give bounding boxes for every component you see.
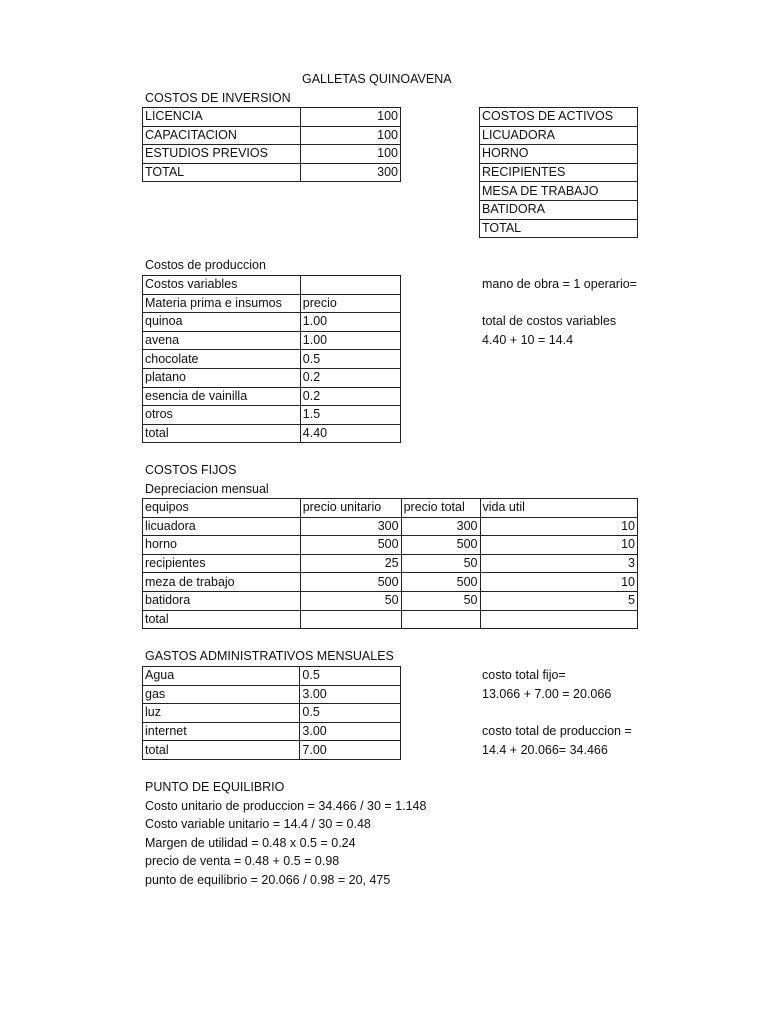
equilibrio-line: Costo variable unitario = 14.4 / 30 = 0.48 bbox=[145, 817, 371, 831]
table-row: ESTUDIOS PREVIOS 100 bbox=[143, 145, 401, 164]
table-row: LICENCIA 100 bbox=[143, 108, 401, 127]
costo-fijo-label: costo total fijo= bbox=[482, 668, 566, 682]
table-row: LICUADORA bbox=[480, 126, 638, 145]
produccion-table bbox=[142, 275, 401, 443]
inversion-heading: COSTOS DE INVERSION bbox=[145, 91, 291, 105]
table-row: batidora 50 50 5 bbox=[143, 591, 638, 610]
table-row: otros 1.5 bbox=[143, 406, 401, 425]
table-row: CAPACITACION 100 bbox=[143, 126, 401, 145]
table-row: COSTOS DE ACTIVOS bbox=[480, 108, 638, 127]
total-variables-label: total de costos variables bbox=[482, 314, 617, 328]
table-row: BATIDORA bbox=[480, 200, 638, 219]
costo-produccion-calc: 14.4 + 20.066= 34.466 bbox=[482, 743, 608, 757]
costo-produccion-label: costo total de produccion = bbox=[482, 724, 632, 738]
equilibrio-heading: PUNTO DE EQUILIBRIO bbox=[145, 780, 285, 794]
produccion-heading: Costos de produccion bbox=[145, 258, 266, 272]
table-row: quinoa 1.00 bbox=[143, 313, 401, 332]
table-row: total 4.40 bbox=[143, 424, 401, 443]
equilibrio-line: Costo unitario de produccion = 34.466 / 30 = 1.148 bbox=[145, 799, 427, 813]
table-row: esencia de vainilla 0.2 bbox=[143, 387, 401, 406]
costo-fijo-calc: 13.066 + 7.00 = 20.066 bbox=[482, 687, 612, 701]
table-row: internet 3.00 bbox=[143, 722, 401, 741]
fijos-heading: COSTOS FIJOS bbox=[145, 463, 237, 477]
table-row: total 7.00 bbox=[143, 741, 401, 760]
table-row: Agua 0.5 bbox=[143, 667, 401, 686]
equilibrio-line: precio de venta = 0.48 + 0.5 = 0.98 bbox=[145, 854, 340, 868]
table-row: TOTAL 300 bbox=[143, 163, 401, 182]
inversion-table bbox=[142, 107, 401, 182]
equilibrio-line: punto de equilibrio = 20.066 / 0.98 = 20, 475 bbox=[145, 873, 391, 887]
table-header-row: equipos precio unitario precio total vida util bbox=[143, 499, 638, 518]
table-row: Costos variables bbox=[143, 276, 401, 295]
depreciacion-table bbox=[142, 498, 638, 629]
depreciacion-heading: Depreciacion mensual bbox=[145, 482, 269, 496]
mano-obra-note: mano de obra = 1 operario= bbox=[482, 277, 637, 291]
table-row: RECIPIENTES bbox=[480, 163, 638, 182]
table-row: MESA DE TRABAJO bbox=[480, 182, 638, 201]
table-row: platano 0.2 bbox=[143, 368, 401, 387]
table-row: TOTAL bbox=[480, 219, 638, 238]
table-row: avena 1.00 bbox=[143, 331, 401, 350]
activos-table bbox=[479, 107, 638, 238]
table-row: HORNO bbox=[480, 145, 638, 164]
table-row: luz 0.5 bbox=[143, 704, 401, 723]
table-row: licuadora 300 300 10 bbox=[143, 517, 638, 536]
administrativos-table bbox=[142, 666, 401, 760]
administrativos-heading: GASTOS ADMINISTRATIVOS MENSUALES bbox=[145, 649, 394, 663]
table-row: chocolate 0.5 bbox=[143, 350, 401, 369]
total-variables-calc: 4.40 + 10 = 14.4 bbox=[482, 333, 574, 347]
table-row: gas 3.00 bbox=[143, 685, 401, 704]
table-row: Materia prima e insumos precio bbox=[143, 294, 401, 313]
table-row: total bbox=[143, 610, 638, 629]
table-row: meza de trabajo 500 500 10 bbox=[143, 573, 638, 592]
table-row: recipientes 25 50 3 bbox=[143, 554, 638, 573]
page-title: GALLETAS QUINOAVENA bbox=[302, 72, 452, 86]
table-row: horno 500 500 10 bbox=[143, 536, 638, 555]
equilibrio-line: Margen de utilidad = 0.48 x 0.5 = 0.24 bbox=[145, 836, 356, 850]
